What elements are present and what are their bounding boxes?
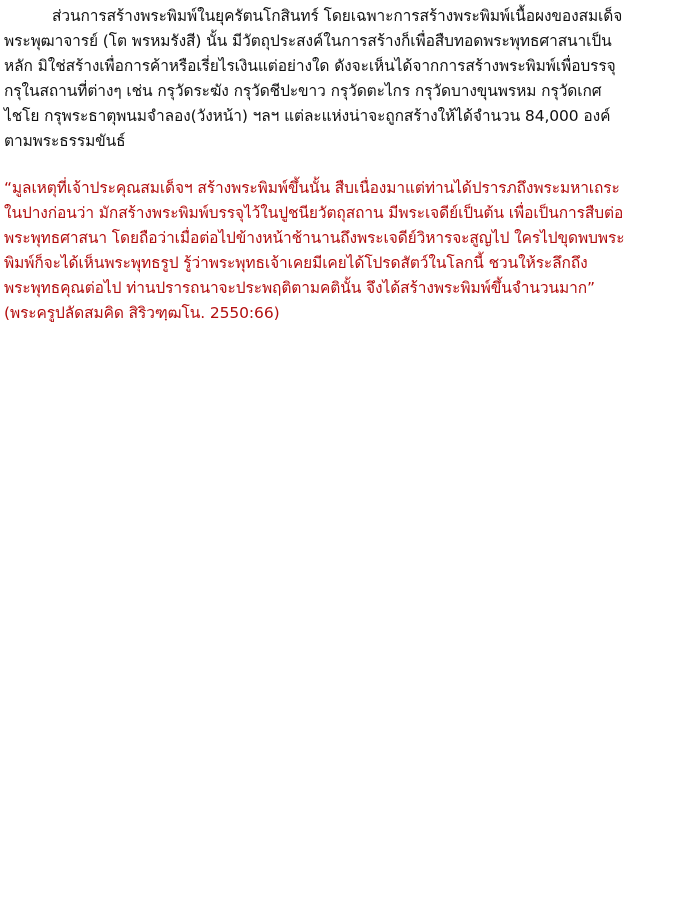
paragraph-main-line-4: กรุในสถานที่ต่างๆ เช่น กรุวัดระฆัง กรุวัดชีปะขาว กรุวัดตะไกร กรุวัดบางขุนพรหม กรุวัดเกศ — [4, 82, 602, 100]
paragraph-quote-line-2: ในปางก่อนว่า มักสร้างพระพิมพ์บรรจุไว้ในปูชนียวัตถุสถาน มีพระเจดีย์เป็นต้น เพื่อเป็นการสืบต่อ — [4, 204, 624, 222]
paragraph-main-line-5: ไชโย กรุพระธาตุพนมจำลอง(วังหน้า) ฯลฯ แต่ละแห่งน่าจะถูกสร้างให้ได้จำนวน 84,000 องค์ — [4, 107, 611, 125]
paragraph-main — [4, 4, 692, 154]
paragraph-main-line-3: หลัก มิใช่สร้างเพื่อการค้าหรือเรี่ยไรเงินแต่อย่างใด ดังจะเห็นได้จากการสร้างพระพิมพ์เพื่อบรรจุ — [4, 57, 616, 75]
quote-citation: (พระครูปลัดสมคิด สิริวฑฺฒโน. 2550:66) — [4, 304, 280, 322]
paragraph-quote-line-4: พิมพ์ก็จะได้เห็นพระพุทธรูป รู้ว่าพระพุทธเจ้าเคยมีเคยได้โปรดสัตว์ในโลกนี้ ชวนให้ระลึกถึง — [4, 254, 588, 272]
paragraph-main-line-2: พระพุฒาจารย์ (โต พรหมรังสี) นั้น มีวัตถุประสงค์ในการสร้างก็เพื่อสืบทอดพระพุทธศาสนาเป็น — [4, 32, 612, 50]
paragraph-quote-line-5: พระพุทธคุณต่อไป ท่านปรารถนาจะประพฤติตามคตินั้น จึงได้สร้างพระพิมพ์ขึ้นจำนวนมาก” — [4, 279, 595, 297]
paragraph-main-line-1: ส่วนการสร้างพระพิมพ์ในยุครัตนโกสินทร์ โดยเฉพาะการสร้างพระพิมพ์เนื้อผงของสมเด็จ — [52, 7, 623, 25]
paragraph-quote-line-3: พระพุทธศาสนา โดยถือว่าเมื่อต่อไปข้างหน้าช้านานถึงพระเจดีย์วิหารจะสูญไป ใครไปขุดพบพระ — [4, 229, 625, 247]
paragraph-quote-line-1: “มูลเหตุที่เจ้าประคุณสมเด็จฯ สร้างพระพิมพ์ขึ้นนั้น สืบเนื่องมาแต่ท่านได้ปรารภถึงพระมหาเถระ — [4, 179, 620, 197]
paragraph-main-line-6: ตามพระธรรมขันธ์ — [4, 132, 126, 150]
paragraph-quote — [4, 176, 692, 326]
